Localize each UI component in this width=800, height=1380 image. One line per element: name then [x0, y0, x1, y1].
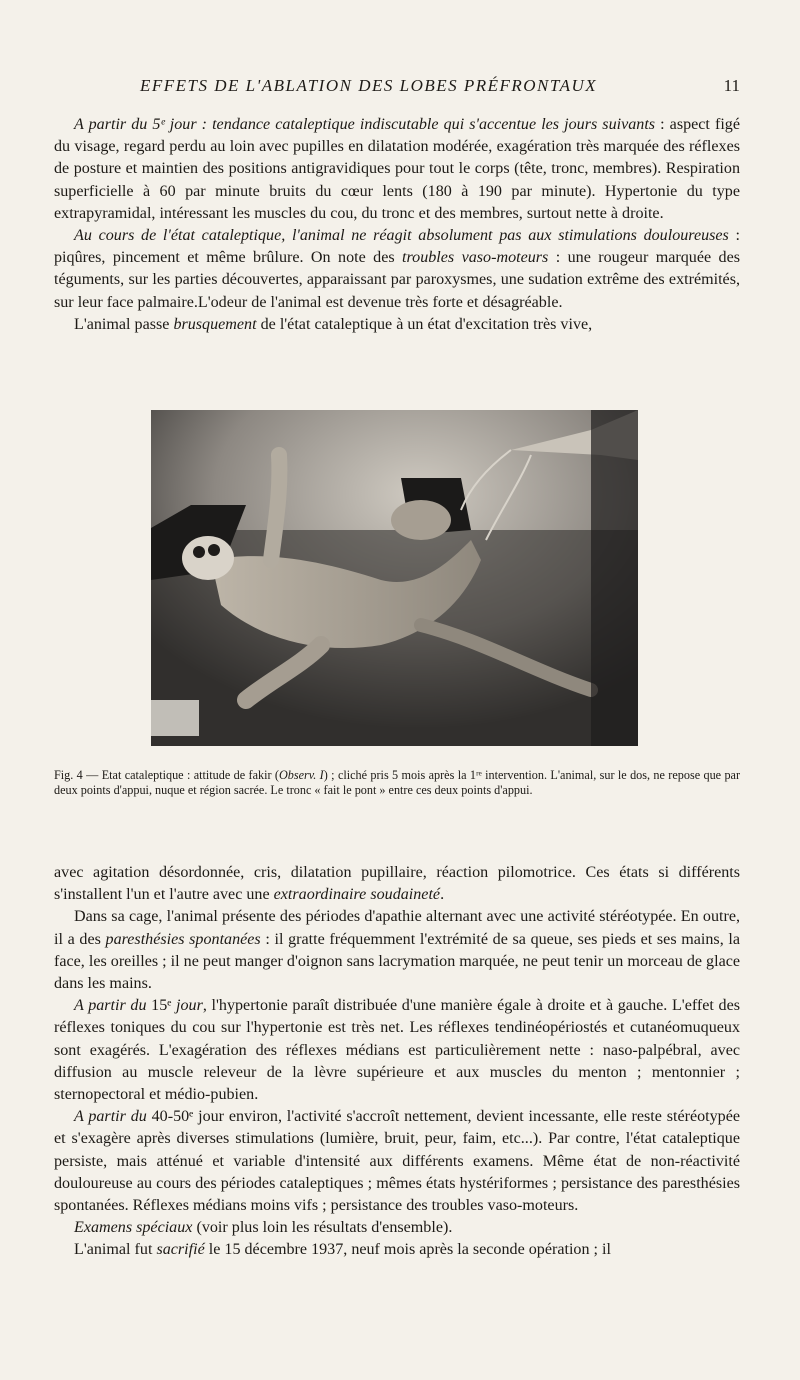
monkey-arm [271, 455, 279, 560]
paragraph [54, 1239, 740, 1261]
caption-text [54, 768, 740, 797]
body-text-bottom [54, 862, 740, 1262]
paragraph [54, 314, 740, 336]
paragraph-text: : aspect figé du visage, regard perdu au loin avec pupilles en dilatation modérée, exagération très marquée des réflexes de posture et maintien des positions antigravidiques pour tout le corps (tête, tronc, membres). Respiration superficielle à 60 par minute bruits du cœur lents (180 à 190 par minute). Hypertonie du type extrapyramidal, intéressant les muscles du cou, du tronc et des membres, surtout nette à droite. [54, 116, 740, 222]
paragraph-text: : une rougeur marquée des téguments, sur les parties découvertes, apparaissant par paroxysmes, une sudation extrême des extrémités, sur leur face palmaire.L'odeur de l'animal est devenue très forte et désagréable. [54, 249, 740, 311]
caption-part: ) ; cliché pris 5 mois après la 1ʳᵉ intervention. L'animal, sur le dos, ne repose que par deux points d'appui, nuque et région sacrée. Le tronc « fait le pont » entre ces deux points d'appui. [54, 768, 741, 797]
emphasis: jour [176, 997, 203, 1015]
paragraph-text: 15ᵉ [146, 997, 177, 1015]
emphasis: troubles vaso-moteurs [402, 249, 549, 267]
paragraph-text: , l'hypertonie paraît distribuée d'une manière égale à droite et à gauche. L'effet des réflexes toniques du cou sur l'hypertonie est très net. Les réflexes tendinéopériostés et cutanéomuqueux sont exagérés. L'exagération des réflexes médians est particulièrement nette : naso-palpébral, avec diffusion au muscle releveur de la lèvre supérieure et aux muscles du menton ; mentonnier ; sternopectoral et médio-pubien. [54, 997, 740, 1104]
paragraph-lead: Au cours de l'état cataleptique, l'animal ne réagit absolument pas aux stimulations douloureuses [74, 227, 729, 245]
paragraph-text: Dans sa cage, l'animal présente des périodes d'apathie alternant avec une activité stéréotypée. En outre, il a des [54, 908, 740, 948]
paragraph-text: le 15 décembre 1937, neuf mois après la seconde opération ; il [204, 1241, 611, 1259]
monkey-eye [193, 546, 205, 558]
paragraph [54, 995, 740, 1106]
paragraph-text: . [440, 886, 445, 904]
paragraph-text: : il gratte fréquemment l'extrémité de sa queue, ses pieds et ses mains, la face, les oreilles ; il ne peut manger d'oignon sans lacrymation marquée, ne peut tenir un morceau de glace dans les mains. [54, 930, 740, 993]
emphasis: brusquement [173, 315, 257, 333]
page-number: 11 [723, 76, 740, 95]
paragraph [54, 1217, 740, 1239]
paragraph [54, 1106, 740, 1217]
monkey-hip [391, 500, 451, 540]
monkey-photo-illustration [151, 410, 638, 746]
dark-edge [591, 410, 638, 746]
figure-caption [54, 768, 740, 797]
monkey-eye [208, 544, 220, 556]
emphasis: extraordinaire soudaineté [273, 886, 441, 904]
emphasis: paresthésies spontanées [105, 930, 261, 948]
paragraph-text: de l'état cataleptique à un état d'excitation très vive, [256, 315, 593, 333]
figure-photo [151, 410, 638, 746]
emphasis: sacrifié [156, 1241, 205, 1259]
body-text-top [54, 114, 740, 336]
caption-emphasis: Observ. I [278, 768, 324, 782]
paragraph-text: L'animal passe [74, 315, 174, 333]
caption-part: — Etat cataleptique : attitude de fakir ( [82, 768, 279, 782]
paragraph-text: : piqûres, pincement et même brûlure. On note des [54, 227, 740, 267]
figure-label: Fig. 4 [54, 768, 83, 782]
paragraph-text: L'animal fut [74, 1241, 157, 1259]
paragraph-text: (voir plus loin les résultats d'ensemble). [192, 1219, 453, 1237]
paragraph-lead: A partir du [74, 1108, 147, 1126]
label-card [151, 700, 199, 736]
running-title: EFFETS DE L'ABLATION DES LOBES PRÉFRONTAUX [140, 76, 598, 95]
paragraph [54, 225, 740, 314]
running-header [52, 76, 740, 102]
paragraph-text: 40-50ᵉ jour environ, l'activité s'accroît nettement, devient incessante, elle reste stéréotypée et s'exagère après diverses stimulations (lumière, bruit, peur, faim, etc...). Par contre, l'état cataleptique persiste, mais atténué et variable d'intensité aux différents examens. Même état de non-réactivité douloureuse au cours des périodes cataleptiques ; mêmes états hystériformes ; persistance des paresthésies spontanées. Réflexes médians moins vifs ; persistance des troubles vaso-moteurs. [54, 1108, 741, 1215]
paragraph-lead: A partir du [74, 997, 147, 1015]
paragraph [54, 862, 740, 906]
paragraph [54, 114, 740, 225]
paragraph-lead: Examens spéciaux [74, 1219, 193, 1237]
paragraph-text: avec agitation désordonnée, cris, dilatation pupillaire, réaction pilomotrice. Ces états si différents s'installent l'un et l'autre avec une [54, 864, 740, 904]
paragraph-lead: A partir du 5ᵉ jour : tendance cataleptique indiscutable qui s'accentue les jours suivants [74, 116, 656, 133]
paragraph [54, 906, 740, 995]
monkey-head [182, 536, 234, 580]
